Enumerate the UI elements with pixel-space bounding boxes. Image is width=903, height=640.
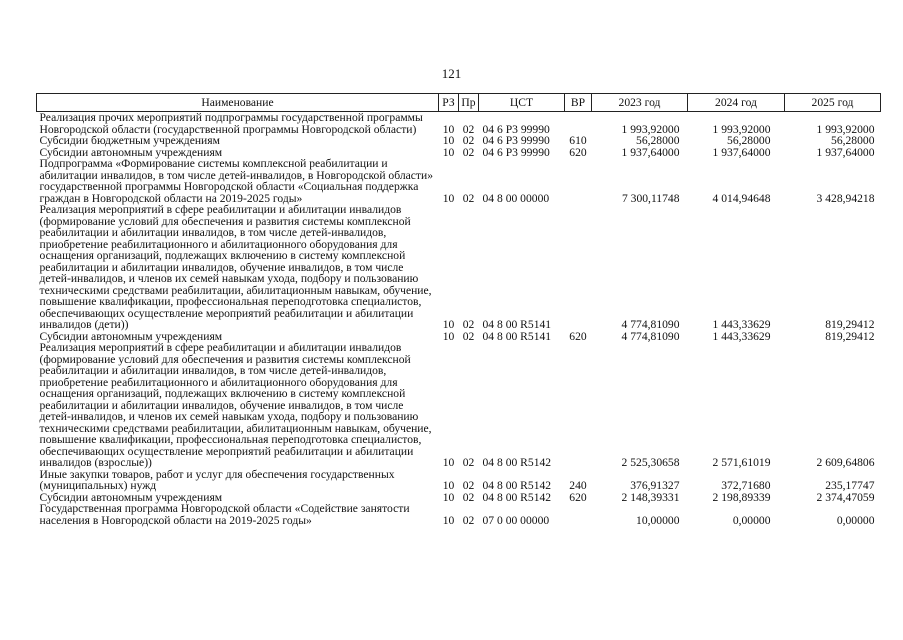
cell-rz: 10 — [442, 318, 455, 331]
cell-y2025: 56,28000 — [831, 134, 875, 147]
cell-y2023: 56,28000 — [636, 134, 680, 147]
cell-cst: 04 8 00 R5142 — [482, 490, 552, 504]
header-vr: ВР — [565, 94, 592, 112]
cell-pr: 02 — [462, 456, 475, 469]
cell-cst: 04 6 Р3 99990 — [482, 145, 550, 159]
cell-y2025: 1 937,64000 — [816, 145, 875, 159]
table-row — [37, 158, 881, 204]
cell-y2024: 1 443,33629 — [712, 329, 771, 343]
cell-y2025: 819,29412 — [825, 329, 875, 343]
cell-rz: 10 — [442, 513, 455, 527]
cell-y2025: 2 609,64806 — [816, 456, 875, 469]
cell-vr: 620 — [569, 490, 587, 504]
cell-name: Государственная программа Новгородской области «Содействие занятости населения в Новгородской области на 2019-2025 годы» — [39, 502, 410, 527]
cell-y2023: 376,91327 — [630, 479, 680, 492]
table-row — [37, 204, 881, 331]
cell-cst: 04 6 Р3 99990 — [482, 122, 550, 136]
cell-name: Субсидии автономным учреждениям — [39, 145, 223, 159]
header-2025: 2025 год — [785, 94, 881, 112]
cell-pr: 02 — [462, 513, 475, 527]
page-number: 121 — [441, 66, 462, 81]
cell-y2024: 1 443,33629 — [712, 318, 771, 331]
cell-y2023: 4 774,81090 — [621, 318, 680, 331]
cell-y2023: 1 937,64000 — [621, 145, 680, 159]
cell-pr: 02 — [462, 122, 475, 136]
table-row — [37, 342, 881, 469]
cell-name: Реализация мероприятий в сфере реабилитации и абилитации инвалидов (формирование условий для обеспечения и развития системы комплексной реабилитации и абилитации инвалидов, в том числе детей-инвалидов, приобретение реабилитационного и абилитационного оборудования для оснащения организаций, подлежащих включению в систему комплексной реабилитации и абилитации инвалидов, обучение инвалидов, в том числе детей-инвалидов, и членов их семей навыкам ухода, подбору и пользованию техническими средствами реабилитации, абилитационным навыкам, обучение, повышение квалификации, профессиональная переподготовка специалистов, обеспечивающих осуществление мероприятий реабилитации и абилитации инвалидов (дети)) — [39, 203, 432, 331]
cell-y2025: 0,00000 — [836, 513, 875, 527]
cell-cst: 07 0 00 00000 — [482, 513, 550, 527]
cell-cst: 04 8 00 00000 — [482, 191, 550, 205]
cell-y2025: 819,29412 — [825, 318, 875, 331]
cell-y2024: 56,28000 — [727, 134, 771, 147]
header-2023: 2023 год — [592, 94, 688, 112]
header-rz: РЗ — [439, 94, 459, 112]
cell-y2024: 2 198,89339 — [712, 490, 771, 504]
cell-rz: 10 — [442, 456, 455, 469]
cell-y2024: 1 937,64000 — [712, 145, 771, 159]
table-body — [37, 112, 881, 527]
cell-y2025: 2 374,47059 — [816, 490, 875, 504]
cell-vr — [565, 503, 592, 526]
cell-cst: 04 8 00 R5141 — [482, 318, 552, 331]
cell-vr — [565, 204, 592, 331]
cell-y2024: 4 014,94648 — [712, 191, 771, 205]
header-name: Наименование — [37, 94, 439, 112]
cell-name: Иные закупки товаров, работ и услуг для обеспечения государственных (муниципальных) нужд — [39, 467, 395, 492]
cell-name: Субсидии автономным учреждениям — [39, 490, 223, 504]
header-row — [37, 94, 881, 112]
cell-y2023: 10,00000 — [636, 513, 680, 527]
cell-y2023: 7 300,11748 — [621, 191, 680, 205]
cell-pr: 02 — [462, 191, 475, 205]
cell-vr: 620 — [569, 329, 587, 343]
cell-cst: 04 6 Р3 99990 — [482, 134, 550, 147]
cell-rz: 10 — [442, 490, 455, 504]
cell-name: Подпрограмма «Формирование системы комплексной реабилитации и абилитации инвалидов, в том числе детей-инвалидов, в Новгородской области» государственной программы Новгородской области «Социальная поддержка граждан в Новгородской области на 2019-2025 годы» — [39, 157, 433, 205]
cell-name: Реализация прочих мероприятий подпрограммы государственной программы Новгородской области (государственной программы Новгородской области) — [39, 111, 423, 136]
cell-pr: 02 — [462, 479, 475, 492]
table-row — [37, 503, 881, 526]
cell-cst: 04 8 00 R5142 — [482, 456, 552, 469]
cell-y2023: 2 525,30658 — [621, 456, 680, 469]
table-row — [37, 112, 881, 136]
cell-pr: 02 — [462, 490, 475, 504]
cell-name: Субсидии бюджетным учреждениям — [39, 134, 220, 147]
header-2024: 2024 год — [688, 94, 785, 112]
cell-y2024: 1 993,92000 — [712, 122, 771, 136]
cell-rz: 10 — [442, 145, 455, 159]
cell-rz: 10 — [442, 122, 455, 136]
cell-y2025: 3 428,94218 — [816, 191, 875, 205]
cell-y2024: 2 571,61019 — [712, 456, 771, 469]
cell-rz: 10 — [442, 329, 455, 343]
cell-cst: 04 8 00 R5142 — [482, 479, 552, 492]
cell-y2023: 1 993,92000 — [621, 122, 680, 136]
cell-y2023: 2 148,39331 — [621, 490, 680, 504]
cell-rz: 10 — [442, 134, 455, 147]
cell-pr: 02 — [462, 329, 475, 343]
cell-y2024: 0,00000 — [732, 513, 771, 527]
cell-name: Реализация мероприятий в сфере реабилитации и абилитации инвалидов (формирование условий для обеспечения и развития системы комплексной реабилитации и абилитации инвалидов, в том числе детей-инвалидов, приобретение реабилитационного и абилитационного оборудования для оснащения организаций, подлежащих включению в систему комплексной реабилитации и абилитации инвалидов, обучение инвалидов, в том числе детей-инвалидов, и членов их семей навыкам ухода, подбору и пользованию техническими средствами реабилитации, абилитационным навыкам, обучение, повышение квалификации, профессиональная переподготовка специалистов, обеспечивающих осуществление мероприятий реабилитации и абилитации инвалидов (взрослые)) — [39, 341, 432, 469]
table-row — [37, 469, 881, 492]
cell-vr — [565, 158, 592, 204]
cell-vr — [565, 112, 592, 136]
header-cst: ЦСТ — [479, 94, 565, 112]
cell-rz: 10 — [442, 479, 455, 492]
cell-vr: 610 — [569, 134, 587, 147]
cell-pr: 02 — [462, 134, 475, 147]
cell-vr — [565, 342, 592, 469]
cell-pr: 02 — [462, 318, 475, 331]
table-row — [37, 135, 881, 147]
cell-name: Субсидии автономным учреждениям — [39, 329, 223, 343]
cell-vr: 240 — [569, 479, 587, 492]
header-pr: Пр — [459, 94, 479, 112]
cell-y2023: 4 774,81090 — [621, 329, 680, 343]
cell-rz: 10 — [442, 191, 455, 205]
cell-pr: 02 — [462, 145, 475, 159]
cell-vr: 620 — [569, 145, 587, 159]
cell-y2024: 372,71680 — [721, 479, 771, 492]
budget-table — [36, 93, 881, 526]
cell-y2025: 235,17747 — [825, 479, 875, 492]
cell-cst: 04 8 00 R5141 — [482, 329, 552, 343]
cell-y2025: 1 993,92000 — [816, 122, 875, 136]
